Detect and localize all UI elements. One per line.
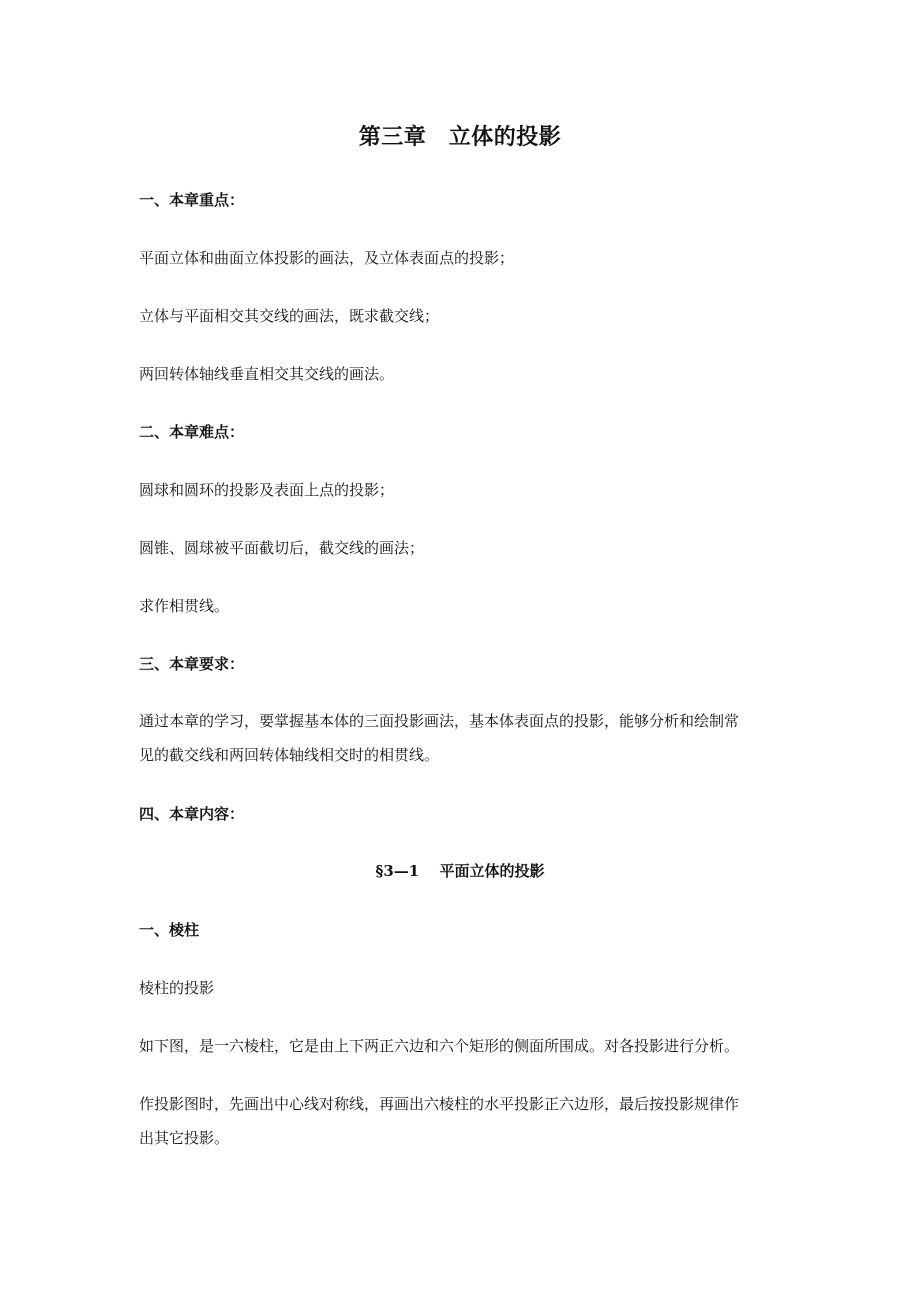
requirements-text-line: 通过本章的学习，要掌握基本体的三面投影画法，基本体表面点的投影，能够分析和绘制常 bbox=[139, 712, 740, 730]
key-points-heading: 一、本章重点： bbox=[139, 191, 245, 209]
key-point-item: 两回转体轴线垂直相交其交线的画法。 bbox=[139, 365, 395, 383]
subsection-heading: 一、棱柱 bbox=[139, 921, 200, 939]
requirements-heading: 三、本章要求： bbox=[139, 655, 245, 673]
difficult-point-item: 求作相贯线。 bbox=[139, 597, 230, 615]
content-paragraph-line: 出其它投影。 bbox=[139, 1129, 230, 1147]
content-paragraph: 如下图，是一六棱柱，它是由上下两正六边和六个矩形的侧面所围成。对各投影进行分析。 bbox=[139, 1037, 740, 1055]
content-heading: 四、本章内容： bbox=[139, 805, 245, 823]
difficult-points-heading: 二、本章难点： bbox=[139, 423, 245, 441]
difficult-point-item: 圆锥、圆球被平面截切后，截交线的画法； bbox=[139, 539, 425, 557]
difficult-point-item: 圆球和圆环的投影及表面上点的投影； bbox=[139, 481, 395, 499]
requirements-text-line: 见的截交线和两回转体轴线相交时的相贯线。 bbox=[139, 746, 440, 764]
subtopic-heading: 棱柱的投影 bbox=[139, 979, 215, 997]
chapter-title: 第三章 立体的投影 bbox=[358, 124, 562, 150]
content-paragraph-line: 作投影图时，先画出中心线对称线，再画出六棱柱的水平投影正六边形，最后按投影规律作 bbox=[139, 1095, 740, 1113]
key-point-item: 立体与平面相交其交线的画法，既求截交线； bbox=[139, 307, 440, 325]
key-point-item: 平面立体和曲面立体投影的画法，及立体表面点的投影； bbox=[139, 249, 515, 267]
section-title: §3—1 平面立体的投影 bbox=[375, 862, 545, 880]
